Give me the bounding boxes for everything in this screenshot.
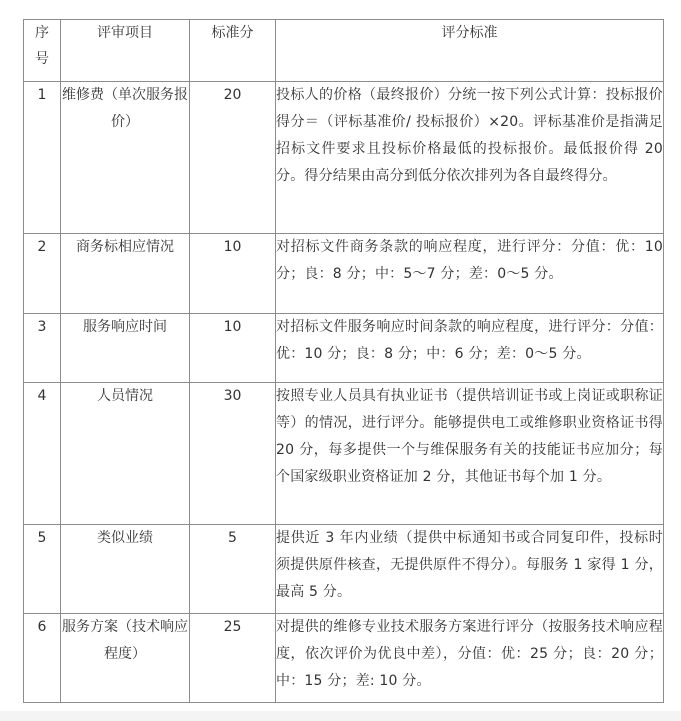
header-num: 序号	[24, 20, 61, 82]
row-criteria: 投标人的价格（最终报价）分统一按下列公式计算：投标报价得分＝（评标基准价/ 投标报价）×20。评标基准价是指满足招标文件要求且投标价格最低的投标报价。最低报价得 20 分。得分结果由高分到低分依次排列为各自最终得分。	[276, 82, 664, 234]
row-item: 商务标相应情况	[61, 234, 190, 314]
row-criteria: 对提供的维修专业技术服务方案进行评分（按服务技术响应程度，依次评价为优良中差），分值：优：25 分；良：20 分；中：15 分；差: 10 分。	[276, 614, 664, 703]
header-item: 评审项目	[61, 20, 190, 82]
row-score: 10	[190, 234, 276, 314]
row-score: 30	[190, 383, 276, 525]
row-score: 20	[190, 82, 276, 234]
row-item: 类似业绩	[61, 525, 190, 614]
row-criteria: 对招标文件商务条款的响应程度，进行评分：分值：优：10 分；良：8 分；中：5～7 分；差：0～5 分。	[276, 234, 664, 314]
row-item: 维修费（单次服务报价）	[61, 82, 190, 234]
row-item: 人员情况	[61, 383, 190, 525]
table-row	[24, 82, 664, 234]
row-num: 6	[24, 614, 61, 703]
row-num: 3	[24, 314, 61, 383]
row-item: 服务方案（技术响应程度）	[61, 614, 190, 703]
row-score: 25	[190, 614, 276, 703]
row-num: 2	[24, 234, 61, 314]
table-row	[24, 234, 664, 314]
row-item: 服务响应时间	[61, 314, 190, 383]
row-criteria: 对招标文件服务响应时间条款的响应程度，进行评分：分值：优：10 分；良：8 分；中：6 分；差：0～5 分。	[276, 314, 664, 383]
row-score: 5	[190, 525, 276, 614]
table-header-row	[24, 20, 664, 82]
header-criteria: 评分标准	[276, 20, 664, 82]
row-num: 4	[24, 383, 61, 525]
table-row	[24, 525, 664, 614]
table-row	[24, 614, 664, 703]
header-score: 标准分	[190, 20, 276, 82]
row-num: 1	[24, 82, 61, 234]
table-row	[24, 314, 664, 383]
row-criteria: 按照专业人员具有执业证书（提供培训证书或上岗证或职称证等）的情况，进行评分。能够提供电工或维修职业资格证书得 20 分，每多提供一个与维保服务有关的技能证书应加分；每个国家级职业资格证加 2 分，其他证书每个加 1 分。	[276, 383, 664, 525]
table-row	[24, 383, 664, 525]
row-num: 5	[24, 525, 61, 614]
bottom-strip	[0, 711, 681, 721]
row-criteria: 提供近 3 年内业绩（提供中标通知书或合同复印件，投标时须提供原件核查，无提供原件不得分）。每服务 1 家得 1 分，最高 5 分。	[276, 525, 664, 614]
row-score: 10	[190, 314, 276, 383]
scoring-table	[23, 19, 664, 703]
